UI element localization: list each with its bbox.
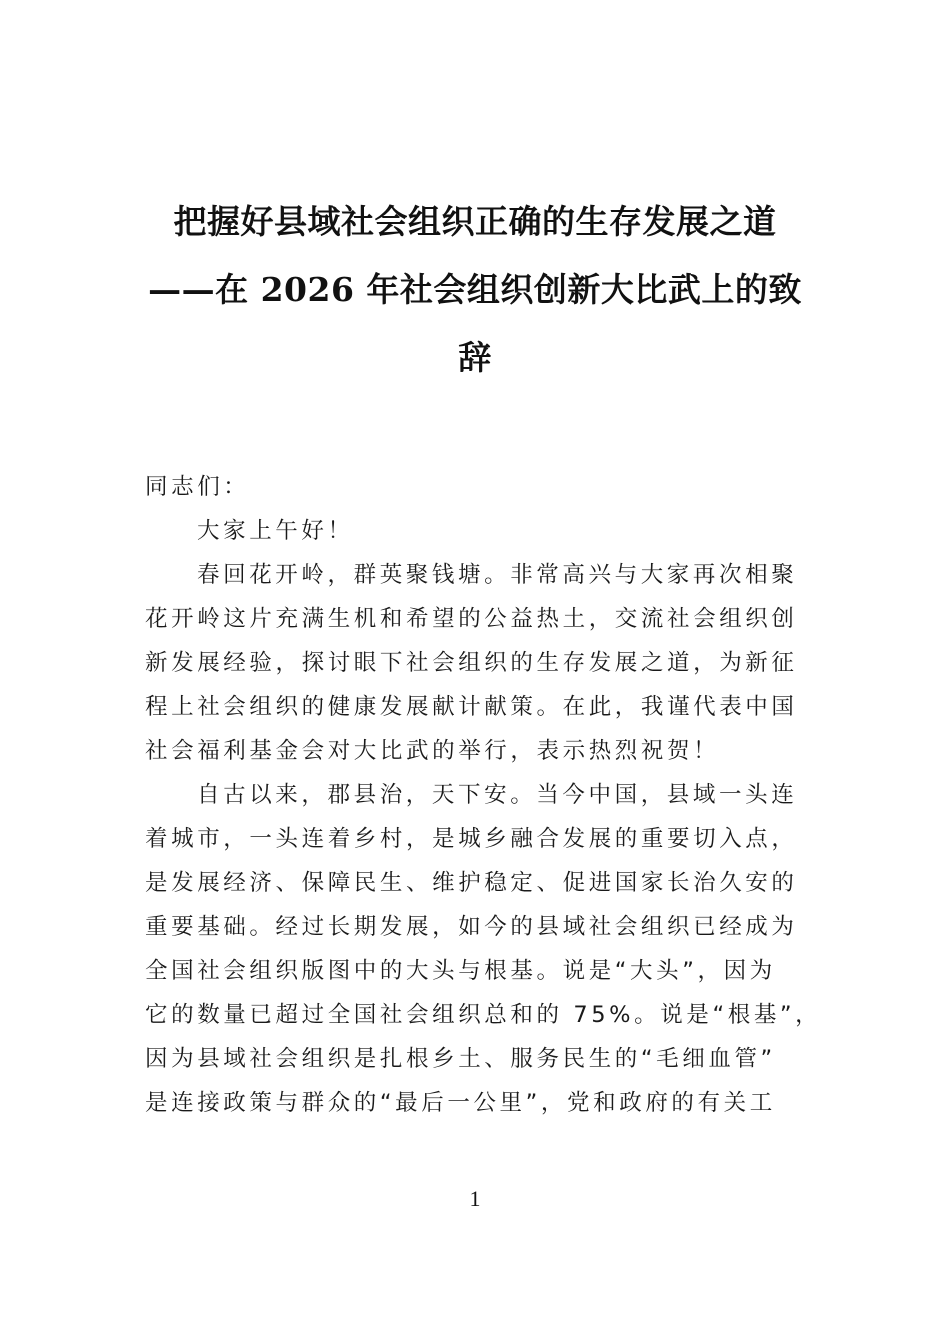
page-number: 1: [469, 1186, 481, 1211]
paragraph-line: 新发展经验，探讨眼下社会组织的生存发展之道，为新征: [145, 650, 798, 676]
salutation: 同志们：: [145, 474, 250, 500]
paragraph-line: 因为县域社会组织是扎根乡土、服务民生的“毛细血管”: [145, 1046, 776, 1072]
paragraph-line: 全国社会组织版图中的大头与根基。说是“大头”，因为: [145, 958, 776, 984]
greeting-line: 大家上午好！: [197, 518, 354, 544]
paragraph-line: 着城市，一头连着乡村，是城乡融合发展的重要切入点，: [145, 826, 798, 852]
title-line-3: 辞: [458, 338, 492, 377]
paragraph-line: 自古以来，郡县治，天下安。当今中国，县域一头连: [197, 782, 798, 808]
paragraph-line: 重要基础。经过长期发展，如今的县域社会组织已经成为: [145, 914, 798, 940]
paragraph-line: 它的数量已超过全国社会组织总和的 75%。说是“根基”，: [145, 1002, 822, 1028]
title-line-2: ——在 2026 年社会组织创新大比武上的致: [148, 270, 802, 309]
paragraph-line: 程上社会组织的健康发展献计献策。在此，我谨代表中国: [145, 694, 798, 720]
paragraph-line: 社会福利基金会对大比武的举行，表示热烈祝贺！: [145, 738, 720, 764]
paragraph-line: 是连接政策与群众的“最后一公里”，党和政府的有关工: [145, 1090, 776, 1116]
paragraph-line: 花开岭这片充满生机和希望的公益热土，交流社会组织创: [145, 606, 798, 632]
title-line-1: 把握好县域社会组织正确的生存发展之道: [173, 202, 777, 241]
document-title: [120, 188, 830, 392]
paragraph-line: 春回花开岭，群英聚钱塘。非常高兴与大家再次相聚: [197, 562, 798, 588]
paragraph-line: 是发展经济、保障民生、维护稳定、促进国家长治久安的: [145, 870, 798, 896]
